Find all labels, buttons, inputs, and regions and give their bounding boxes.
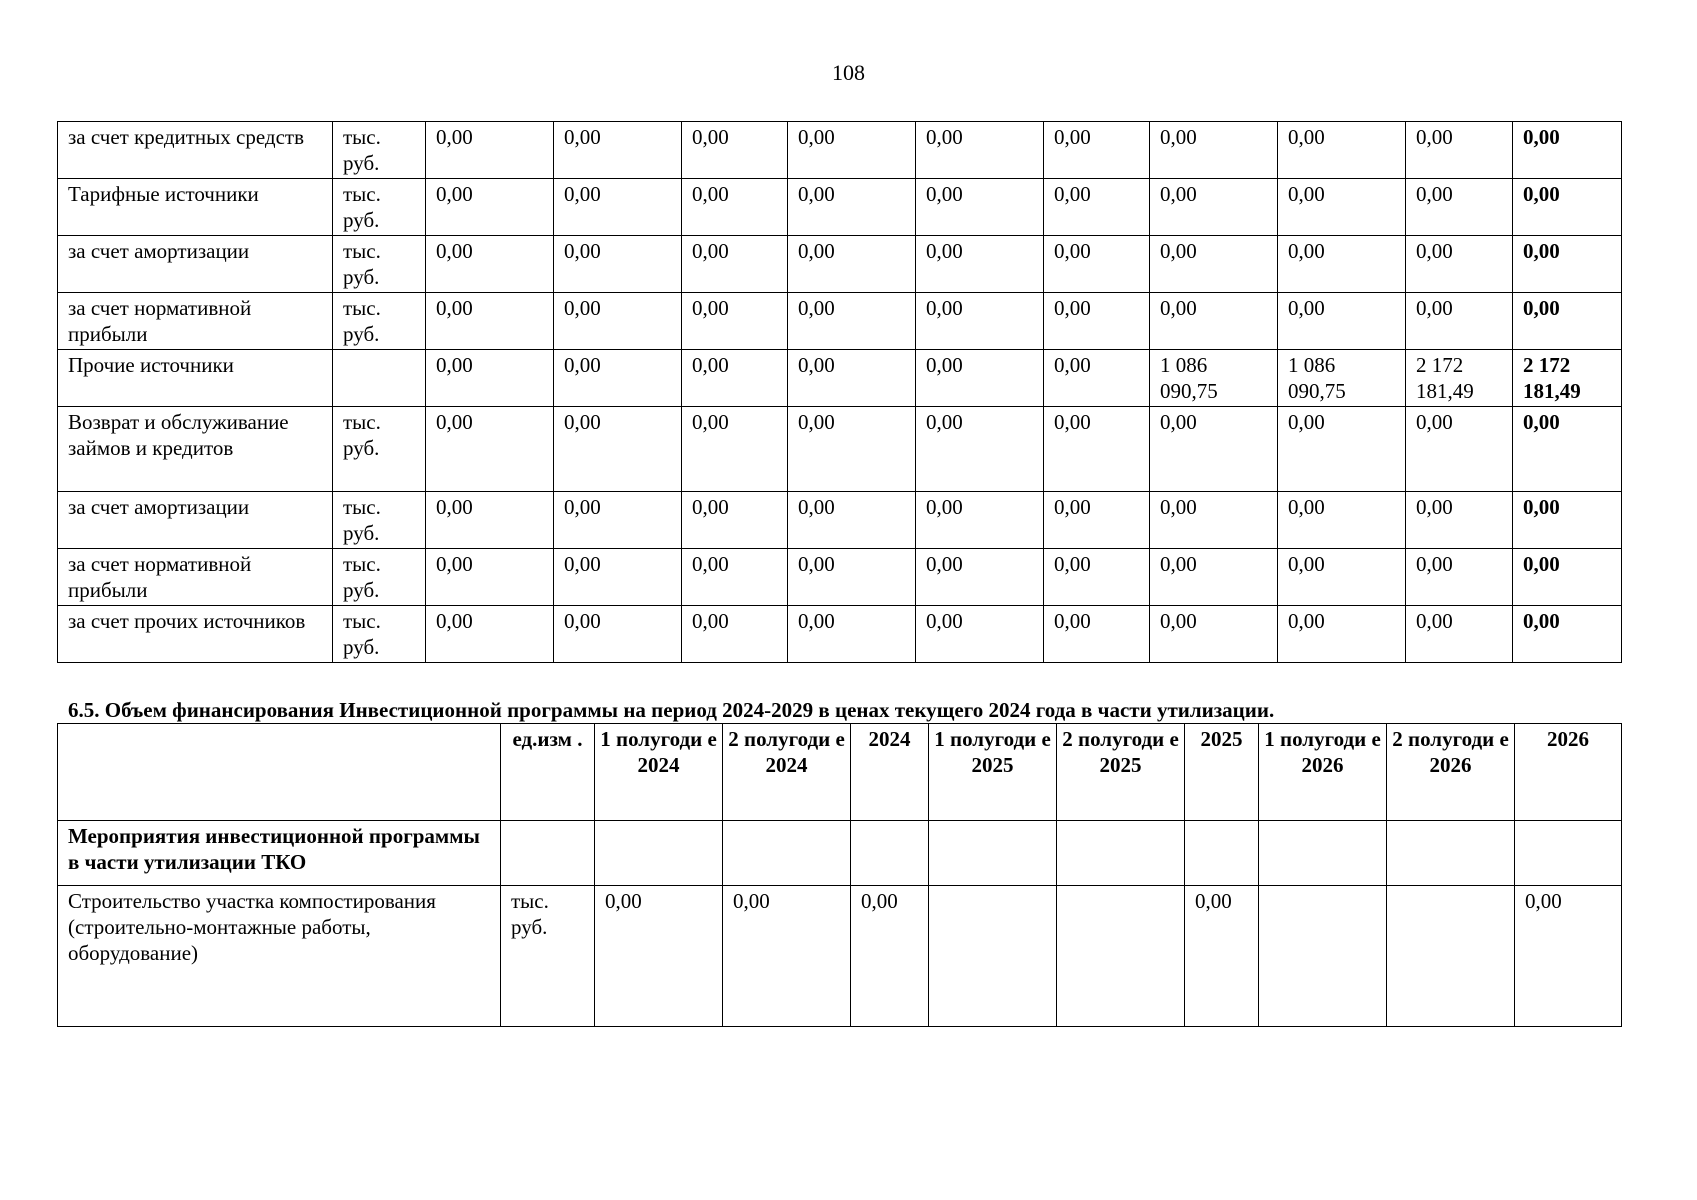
table-row [58, 350, 1622, 407]
table-cell: 0,00 [426, 236, 554, 293]
table-cell: 0,00 [1044, 350, 1150, 407]
table-cell: 0,00 [916, 606, 1044, 663]
total-cell: 0,00 [1513, 293, 1622, 350]
table-cell: 0,00 [1406, 179, 1513, 236]
table-cell: 0,00 [426, 122, 554, 179]
table-cell: 0,00 [1406, 549, 1513, 606]
header-cell: 2 полугоди е 2026 [1387, 724, 1515, 821]
table-cell: 0,00 [426, 606, 554, 663]
table-cell: 0,00 [1150, 236, 1278, 293]
table-cell: 0,00 [682, 549, 788, 606]
table-cell: 0,00 [1278, 179, 1406, 236]
table-cell: 0,00 [788, 236, 916, 293]
total-cell: 0,00 [1513, 492, 1622, 549]
table-cell [1259, 886, 1387, 1027]
table-cell: 0,00 [1406, 606, 1513, 663]
table-cell: 0,00 [554, 122, 682, 179]
table-cell: 0,00 [1044, 236, 1150, 293]
row-unit: тыс. руб. [333, 549, 426, 606]
table-cell: 0,00 [1278, 122, 1406, 179]
total-cell: 0,00 [1513, 549, 1622, 606]
table-cell: 0,00 [916, 179, 1044, 236]
total-cell: 0,00 [1513, 407, 1622, 492]
total-cell: 0,00 [1513, 606, 1622, 663]
table-cell: 0,00 [426, 293, 554, 350]
row-name: за счет нормативной прибыли [58, 293, 333, 350]
table-cell [1515, 821, 1622, 886]
table-cell [1185, 821, 1259, 886]
table-cell [929, 886, 1057, 1027]
table-cell: 0,00 [1406, 293, 1513, 350]
table-cell: 0,00 [916, 407, 1044, 492]
table-cell: 0,00 [1278, 606, 1406, 663]
table-row [58, 606, 1622, 663]
table-row [58, 122, 1622, 179]
header-cell: 2024 [851, 724, 929, 821]
table-cell: 0,00 [1406, 122, 1513, 179]
row-name: за счет кредитных средств [58, 122, 333, 179]
table-cell: 0,00 [1044, 122, 1150, 179]
table-cell: 0,00 [1044, 492, 1150, 549]
row-name: Строительство участка компостирования (строительно-монтажные работы, оборудование) [58, 886, 501, 1027]
table-cell: 0,00 [1150, 122, 1278, 179]
table-cell: 0,00 [788, 293, 916, 350]
table-cell: 0,00 [1044, 606, 1150, 663]
table-cell: 0,00 [1278, 549, 1406, 606]
table-cell: 0,00 [788, 549, 916, 606]
table-cell: 0,00 [916, 122, 1044, 179]
table-cell: 0,00 [788, 606, 916, 663]
row-unit: тыс. руб. [333, 179, 426, 236]
table-row [58, 492, 1622, 549]
table-cell: 0,00 [1044, 407, 1150, 492]
table-cell: 0,00 [682, 122, 788, 179]
row-unit: тыс. руб. [333, 407, 426, 492]
table-cell: 0,00 [788, 122, 916, 179]
table-cell: 0,00 [788, 179, 916, 236]
table-cell [595, 821, 723, 886]
table-cell: 0,00 [1044, 549, 1150, 606]
table-cell: 2 172 181,49 [1406, 350, 1513, 407]
table-cell: 0,00 [554, 179, 682, 236]
table-cell [1057, 821, 1185, 886]
row-name: за счет нормативной прибыли [58, 549, 333, 606]
total-cell: 0,00 [1513, 122, 1622, 179]
group-row [58, 821, 1622, 886]
table-cell: 1 086 090,75 [1150, 350, 1278, 407]
table-cell: 0,00 [788, 350, 916, 407]
table-row [58, 236, 1622, 293]
row-name: Прочие источники [58, 350, 333, 407]
table-cell: 0,00 [916, 293, 1044, 350]
table-cell [1387, 886, 1515, 1027]
row-unit [333, 350, 426, 407]
table-row [58, 549, 1622, 606]
utilization-financing-table [57, 723, 1622, 1027]
table-cell: 0,00 [682, 606, 788, 663]
table-cell: 0,00 [682, 350, 788, 407]
row-unit: тыс. руб. [333, 122, 426, 179]
table-cell [1259, 821, 1387, 886]
row-unit: тыс. руб. [333, 293, 426, 350]
table-cell: 0,00 [1150, 492, 1278, 549]
group-row-name: Мероприятия инвестиционной программы в части утилизации ТКО [58, 821, 501, 886]
table-cell: 0,00 [723, 886, 851, 1027]
table-cell: 0,00 [1278, 492, 1406, 549]
table-row [58, 293, 1622, 350]
row-unit: тыс. руб. [333, 236, 426, 293]
table-cell: 0,00 [682, 492, 788, 549]
table-cell: 1 086 090,75 [1278, 350, 1406, 407]
table-cell: 0,00 [554, 606, 682, 663]
table-cell: 0,00 [554, 407, 682, 492]
row-name: за счет прочих источников [58, 606, 333, 663]
table-cell: 0,00 [1515, 886, 1622, 1027]
row-name: за счет амортизации [58, 236, 333, 293]
table-cell: 0,00 [1406, 236, 1513, 293]
table-cell: 0,00 [426, 179, 554, 236]
table-cell: 0,00 [682, 179, 788, 236]
table-cell: 0,00 [426, 407, 554, 492]
page-number: 108 [832, 60, 865, 85]
header-cell [58, 724, 501, 821]
table-cell: 0,00 [916, 236, 1044, 293]
row-name: Тарифные источники [58, 179, 333, 236]
table-cell: 0,00 [1150, 407, 1278, 492]
total-cell: 0,00 [1513, 236, 1622, 293]
header-cell: 2025 [1185, 724, 1259, 821]
table-row [58, 886, 1622, 1027]
section-title: 6.5. Объем финансирования Инвестиционной программы на период 2024-2029 в ценах текущего 2024 года в части утилизации. [68, 698, 1275, 722]
row-name: за счет амортизации [58, 492, 333, 549]
table-cell [1057, 886, 1185, 1027]
table-cell: 0,00 [1044, 179, 1150, 236]
table-cell: 0,00 [788, 492, 916, 549]
table-cell: 0,00 [916, 549, 1044, 606]
table-cell: 0,00 [554, 492, 682, 549]
table-cell: 0,00 [554, 549, 682, 606]
table-cell: 0,00 [851, 886, 929, 1027]
table-cell: 0,00 [916, 492, 1044, 549]
table-row [58, 179, 1622, 236]
row-name: Возврат и обслуживание займов и кредитов [58, 407, 333, 492]
table-cell [851, 821, 929, 886]
table-row [58, 407, 1622, 492]
total-cell: 0,00 [1513, 179, 1622, 236]
table-cell: 0,00 [916, 350, 1044, 407]
table-cell [929, 821, 1057, 886]
table-cell: 0,00 [1044, 293, 1150, 350]
table-cell: 0,00 [1150, 606, 1278, 663]
table-cell [1387, 821, 1515, 886]
table-cell: 0,00 [682, 236, 788, 293]
table-cell [723, 821, 851, 886]
table-cell: 0,00 [595, 886, 723, 1027]
table-cell: 0,00 [554, 293, 682, 350]
table-cell: 0,00 [426, 549, 554, 606]
header-cell: 1 полугоди е 2026 [1259, 724, 1387, 821]
row-unit: тыс. руб. [333, 492, 426, 549]
row-unit: тыс. руб. [501, 886, 595, 1027]
table-cell: 0,00 [682, 407, 788, 492]
header-cell-unit: ед.изм . [501, 724, 595, 821]
table-cell: 0,00 [426, 350, 554, 407]
header-cell: 2 полугоди е 2024 [723, 724, 851, 821]
table-cell: 0,00 [788, 407, 916, 492]
table-cell: 0,00 [1150, 179, 1278, 236]
table-cell: 0,00 [1278, 236, 1406, 293]
table-header-row [58, 724, 1622, 821]
table-cell: 0,00 [682, 293, 788, 350]
table-cell: 0,00 [1278, 407, 1406, 492]
table-cell: 0,00 [554, 350, 682, 407]
table-cell: 0,00 [1150, 549, 1278, 606]
table-cell: 0,00 [426, 492, 554, 549]
header-cell: 1 полугоди е 2025 [929, 724, 1057, 821]
table-cell: 0,00 [1278, 293, 1406, 350]
total-cell: 2 172 181,49 [1513, 350, 1622, 407]
table-cell: 0,00 [1150, 293, 1278, 350]
table-cell: 0,00 [1185, 886, 1259, 1027]
header-cell: 2026 [1515, 724, 1622, 821]
financing-sources-table [57, 121, 1622, 663]
header-cell: 1 полугоди е 2024 [595, 724, 723, 821]
table-cell: 0,00 [554, 236, 682, 293]
table-cell: 0,00 [1406, 492, 1513, 549]
table-cell [501, 821, 595, 886]
table-cell: 0,00 [1406, 407, 1513, 492]
header-cell: 2 полугоди е 2025 [1057, 724, 1185, 821]
row-unit: тыс. руб. [333, 606, 426, 663]
